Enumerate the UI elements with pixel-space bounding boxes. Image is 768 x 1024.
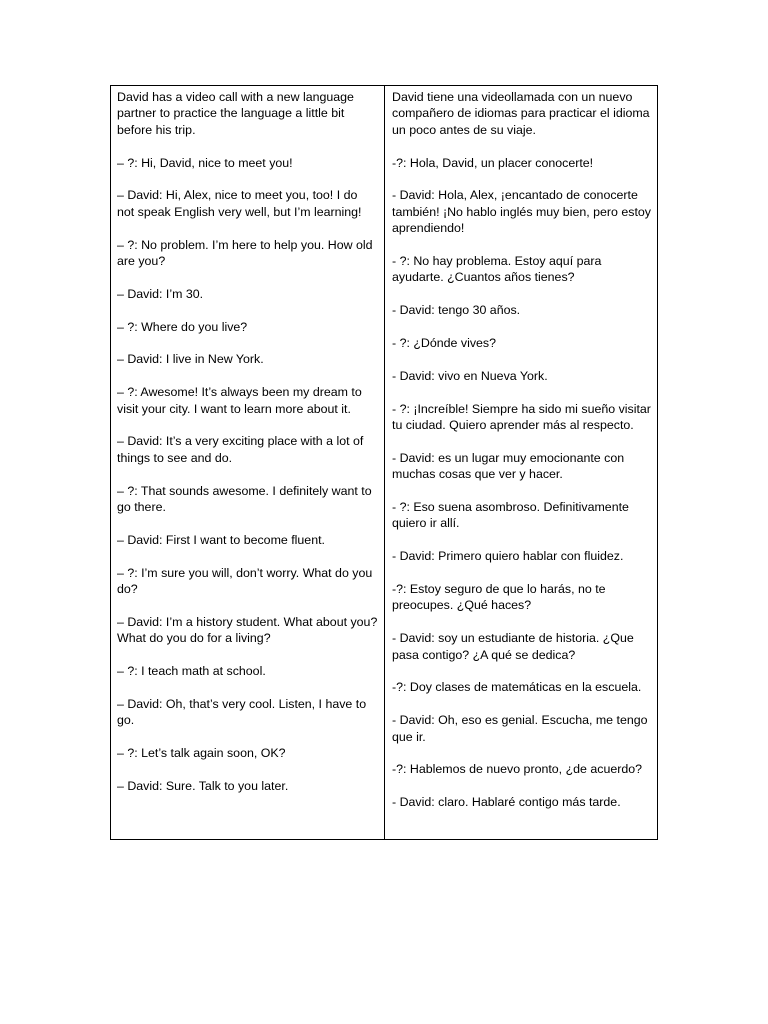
english-paragraph: – ?: I teach math at school. [117, 664, 266, 679]
english-paragraph: – David: First I want to become fluent. [117, 532, 325, 547]
spanish-paragraph: - David: Oh, eso es genial. Escucha, me tengo que ir. [392, 713, 648, 744]
english-paragraph: – David: I’m 30. [117, 286, 204, 301]
spanish-paragraph: - ?: Eso suena asombroso. Definitivamente quiero ir allí. [392, 500, 629, 531]
spanish-paragraph: - ?: ¿Dónde vives? [392, 336, 496, 351]
bilingual-dialogue-table [110, 85, 658, 840]
english-paragraph: – David: I’m a history student. What about you? What do you do for a living? [117, 614, 378, 646]
english-paragraph: – ?: That sounds awesome. I definitely want to go there. [117, 483, 372, 515]
spanish-paragraph: - David: claro. Hablaré contigo más tarde. [392, 795, 621, 810]
english-paragraph: – ?: Awesome! It’s always been my dream to visit your city. I want to learn more about it. [117, 385, 362, 416]
spanish-column [385, 86, 657, 839]
english-paragraph: – David: Sure. Talk to you later. [117, 778, 289, 793]
spanish-paragraph: - David: Hola, Alex, ¡encantado de conocerte también! ¡No hablo inglés muy bien, pero estoy aprendiendo! [392, 188, 651, 236]
english-paragraph: – David: I live in New York. [117, 352, 264, 367]
spanish-paragraph: - David: vivo en Nueva York. [392, 368, 548, 383]
english-paragraph: – ?: Let’s talk again soon, OK? [117, 746, 286, 761]
english-paragraph: David has a video call with a new language partner to practice the language a little bit before his trip. [117, 90, 354, 137]
spanish-paragraph: -?: Doy clases de matemáticas en la escuela. [392, 680, 642, 695]
spanish-paragraph: - David: es un lugar muy emocionante con muchas cosas que ver y hacer. [392, 450, 625, 482]
english-paragraph: – ?: Where do you live? [117, 319, 248, 334]
english-paragraph: – David: Oh, that’s very cool. Listen, I have to go. [117, 696, 367, 728]
spanish-paragraph: - David: tengo 30 años. [392, 303, 521, 318]
english-paragraph: – David: It’s a very exciting place with a lot of things to see and do. [117, 434, 364, 465]
spanish-paragraph: - David: soy un estudiante de historia. ¿Que pasa contigo? ¿A qué se dedica? [392, 631, 634, 662]
english-paragraph: – ?: No problem. I’m here to help you. How old are you? [117, 237, 373, 269]
spanish-paragraph: -?: Hola, David, un placer conocerte! [392, 155, 594, 170]
english-column [111, 86, 385, 839]
english-paragraph: – David: Hi, Alex, nice to meet you, too! I do not speak English very well, but I’m learning! [117, 188, 362, 219]
spanish-paragraph: - ?: No hay problema. Estoy aquí para ayudarte. ¿Cuantos años tienes? [392, 254, 602, 285]
spanish-paragraph: -?: Hablemos de nuevo pronto, ¿de acuerdo? [392, 762, 643, 777]
spanish-paragraph: - ?: ¡Increíble! Siempre ha sido mi sueño visitar tu ciudad. Quiero aprender más al respecto. [392, 401, 651, 433]
english-paragraph: – ?: I’m sure you will, don’t worry. What do you do? [117, 565, 373, 597]
spanish-paragraph: -?: Estoy seguro de que lo harás, no te preocupes. ¿Qué haces? [392, 582, 606, 613]
spanish-paragraph: David tiene una videollamada con un nuevo compañero de idiomas para practicar el idioma un poco antes de su viaje. [392, 90, 650, 137]
spanish-paragraph: - David: Primero quiero hablar con fluidez. [392, 549, 624, 564]
english-paragraph: – ?: Hi, David, nice to meet you! [117, 155, 293, 170]
